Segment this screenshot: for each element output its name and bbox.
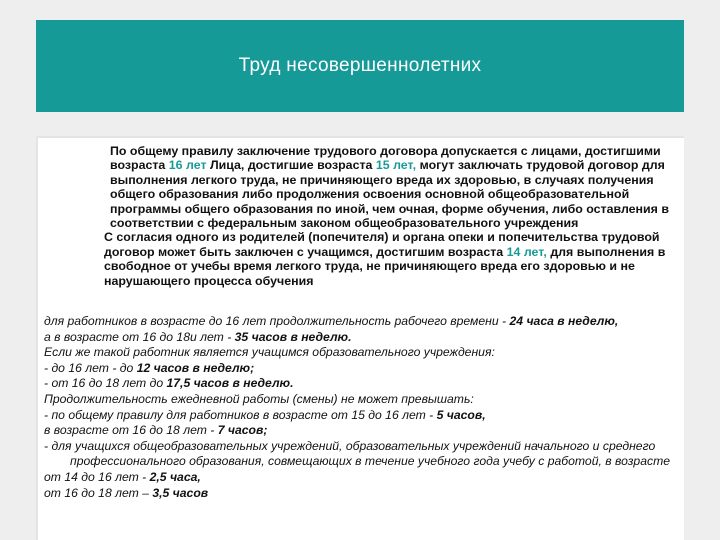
age-16-highlight: 16 лет: [168, 158, 207, 173]
hours-line-9: - для учащихся общеобразовательных учреждений, образовательных учреждений начального и среднего профессионального образования, совмещающих в течение учебного года учебу с работой, в возрасте: [44, 438, 670, 469]
hours-line-8-text: в возрасте от 16 до 18 лет -: [44, 423, 218, 438]
rule1-text-b: Лица, достигшие возраста: [206, 158, 376, 173]
hours-line-10-text: от 14 до 16 лет -: [44, 469, 150, 484]
working-hours-block: [44, 314, 680, 501]
hours-line-7: [44, 408, 680, 424]
hours-line-1-value: 24 часа в неделю,: [509, 314, 619, 328]
rule1-text-c: могут заключать трудовой договор для выполнения легкого труда, не причиняющего вреда их здоровью, в случаях получения общего образования либо продолжения освоения основной общеобразовательной программы общего образования по иной, чем очная, форме обучения, либо оставления в соответствии с федеральным законом общеобразовательного учреждения: [110, 158, 669, 231]
hours-line-3: Если же такой работник является учащимся образовательного учреждения:: [44, 345, 495, 360]
rule1-text-a: По общему правилу заключение трудового договора допускается с лицами, достигшими возраста: [110, 144, 661, 173]
hours-line-2-value: 35 часов в неделю.: [234, 329, 352, 344]
hours-line-8: [44, 423, 680, 439]
hours-line-11: [44, 486, 680, 502]
title-banner: [36, 20, 684, 112]
age-15-highlight: 15 лет,: [375, 158, 417, 173]
hours-line-1: [44, 314, 680, 330]
hours-line-7-text: - по общему правилу для работников в возрасте от 15 до 16 лет -: [44, 407, 437, 422]
slide-title: Труд несовершеннолетних: [238, 55, 482, 76]
content-sheet: [36, 136, 684, 540]
rule-paragraph-2: [76, 230, 686, 288]
hours-line-8-value: 7 часов;: [217, 423, 268, 438]
rule2-text-b: для выполнения в свободное от учебы время легкого труда, не причиняющего вреда его здоровью и не нарушающего процесса обучения: [104, 244, 666, 288]
rule2-text-a: С согласия одного из родителей (попечителя) и органа опеки и попечительства трудовой договор может быть заключен с учащимся, достигшим возраста: [104, 230, 660, 259]
hours-line-5-value: 17,5 часов в неделю.: [166, 376, 294, 391]
hours-line-2-text: а в возрасте от 16 до 18и лет -: [44, 329, 235, 344]
hours-line-11-text: от 16 до 18 лет –: [44, 485, 153, 500]
hours-line-6: Продолжительность ежедневной работы (смены) не может превышать:: [44, 391, 474, 406]
hours-line-4-text: - до 16 лет - до: [44, 360, 137, 375]
hours-line-11-value: 3,5 часов: [152, 485, 209, 500]
age-rules-block: [76, 144, 686, 288]
hours-line-5: [44, 376, 680, 392]
age-14-highlight: 14 лет,: [506, 244, 547, 259]
hours-line-10-value: 2,5 часа,: [149, 469, 201, 484]
hours-line-5-text: - от 16 до 18 лет до: [44, 376, 167, 391]
hours-line-4: [44, 361, 680, 377]
hours-line-10: [44, 470, 680, 486]
hours-line-4-value: 12 часов в неделю;: [136, 360, 255, 375]
hours-line-2: [44, 330, 680, 346]
hours-line-7-value: 5 часов,: [436, 407, 486, 422]
hours-line-1-text: для работников в возрасте до 16 лет продолжительность рабочего времени -: [44, 314, 510, 328]
rule-paragraph-1: [76, 144, 686, 230]
